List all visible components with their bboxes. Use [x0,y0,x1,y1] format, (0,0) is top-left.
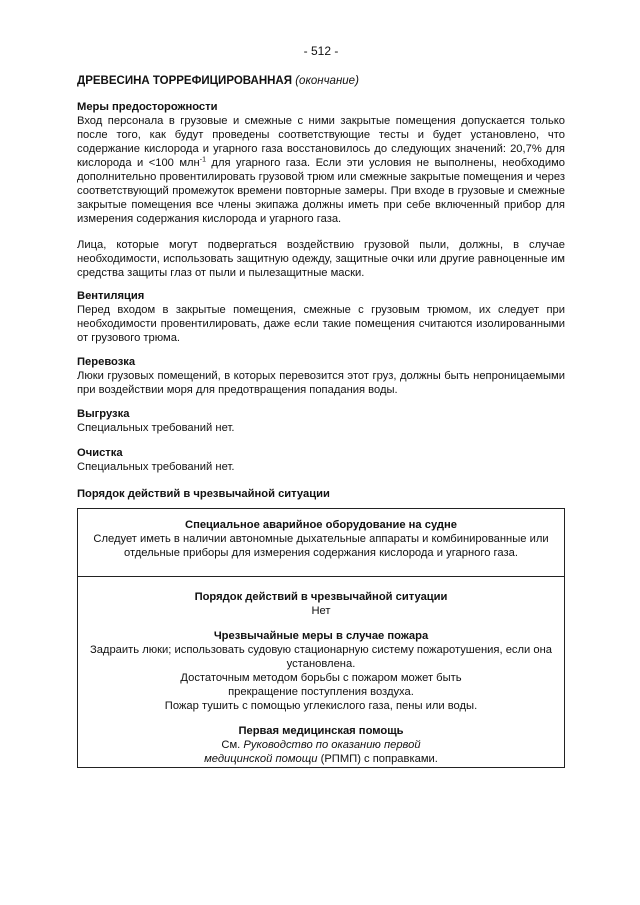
fire-line-3: Пожар тушить с помощью углекислого газа, пены или воды. [164,700,478,712]
aid-manual-title: Руководство по оказанию первой медицинской помощи [204,739,421,765]
fire-heading: Чрезвычайные меры в случае пожара [213,630,429,642]
cleaning-text: Специальных требований нет. [77,461,235,473]
precautions-section [77,100,565,280]
discharge-text: Специальных требований нет. [77,422,235,434]
title-text: ДРЕВЕСИНА ТОРРЕФИЦИРОВАННАЯ [77,75,293,87]
carriage-heading: Перевозка [77,356,136,368]
cleaning-section [77,446,565,474]
page-title [77,74,359,88]
fire-line-2: Достаточным методом борьбы с пожаром может быть прекращение поступления воздуха. [180,672,462,698]
emergency-section [77,487,565,501]
emergency-heading: Порядок действий в чрезвычайной ситуации [77,488,330,500]
precautions-p1-part-a: Вход персонала в грузовые и смежные с ними закрытые помещения допускается только после того, как будут проведены соответствующие тесты и будет установлено, что содержание кислорода и угарного газа восстановилось до следующих значений: 20,7% для кислорода и <100 млн [77,115,565,169]
precautions-p1-superscript: -1 [199,156,206,164]
precautions-p1-part-b: для угарного газа. Если эти условия не выполнены, необходимо дополнительно провентилировать грузовой трюм или смежные закрытые помещения и через соответствующий промежуток времени повторные замеры. При входе в грузовые и смежные закрытые помещения все члены экипажа должны иметь при себе включенный прибор для измерения содержания кислорода и угарного газа. [77,157,566,225]
fire-line-1: Задраить люки; использовать судовую стационарную систему пожаротушения, если она установлена. [89,644,553,670]
ventilation-section [77,289,565,345]
fire-block [78,629,564,713]
equipment-text: Следует иметь в наличии автономные дыхательные аппараты и комбинированные или отдельные приборы для измерения содержания кислорода и угарного газа. [93,533,549,559]
aid-heading: Первая медицинская помощь [238,725,404,737]
equipment-heading: Специальное аварийное оборудование на судне [184,519,458,531]
title-note: (окончание) [295,75,359,87]
aid-suffix: (РПМП) с поправками. [317,753,438,765]
precautions-paragraph-1 [77,114,565,226]
emergency-box [77,508,565,768]
procedures-block [78,590,564,618]
aid-prefix: См. [221,739,244,751]
procedures-heading: Порядок действий в чрезвычайной ситуации [194,591,448,603]
discharge-heading: Выгрузка [77,408,130,420]
carriage-text: Люки грузовых помещений, в которых перевозится этот груз, должны быть непроницаемыми при воздействии моря для предотвращения попадания воды. [77,370,565,396]
aid-text [78,738,564,766]
cleaning-heading: Очистка [77,447,123,459]
aid-block [78,724,564,766]
precautions-paragraph-2: Лица, которые могут подвергаться воздействию грузовой пыли, должны, в случае необходимости, использовать защитную одежду, защитные очки или другие равноценные им средства защиты глаз от пыли и пылезащитные маски. [77,239,565,279]
equipment-cell [78,509,564,577]
ventilation-text: Перед входом в закрытые помещения, смежные с грузовым трюмом, их следует при необходимости провентилировать, даже если такие помещения считаются изолированными от грузового трюма. [77,304,565,344]
procedures-cell [78,577,564,766]
procedures-text: Нет [311,605,331,617]
discharge-section [77,407,565,435]
ventilation-heading: Вентиляция [77,290,145,302]
carriage-section [77,355,565,397]
precautions-heading: Меры предосторожности [77,101,218,113]
page-number: - 512 - [303,44,339,58]
